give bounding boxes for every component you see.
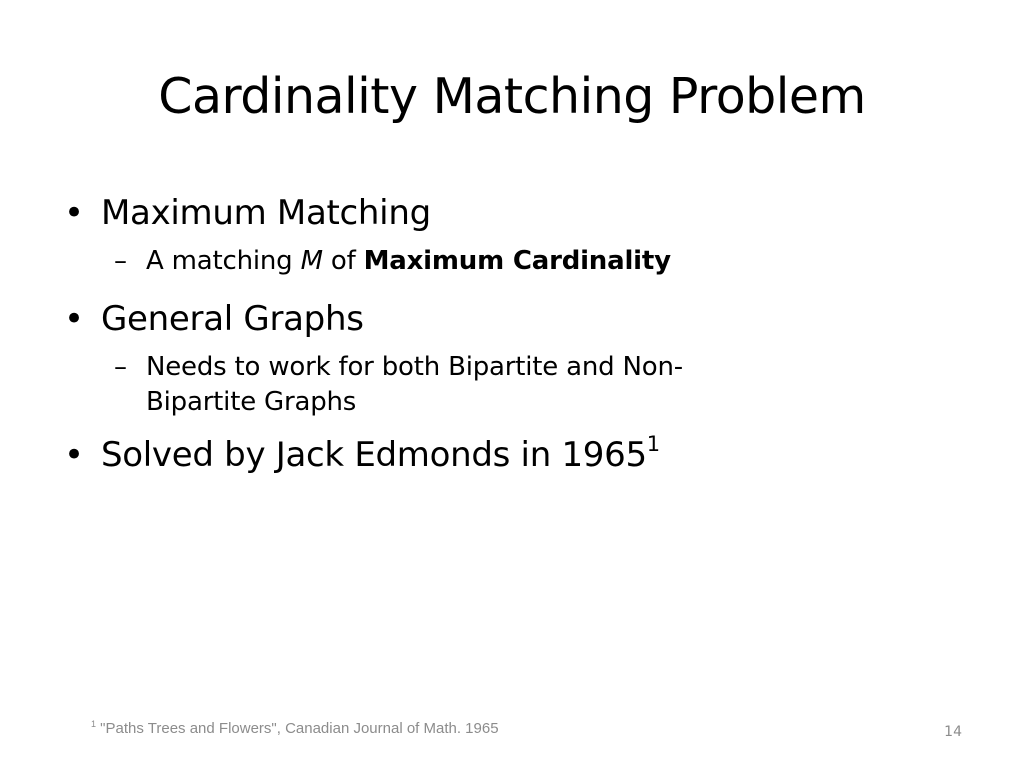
footnote-marker: 1 — [91, 719, 97, 729]
footnote — [91, 720, 499, 737]
dash-icon: – — [114, 246, 127, 276]
sub-bullet-item-bipartite — [64, 344, 964, 420]
bullet-icon: • — [64, 435, 84, 475]
sub-bullet-text — [146, 238, 964, 284]
sub-bullet-italic: M — [300, 246, 323, 276]
dash-icon: – — [114, 352, 127, 382]
bullet-item-general-graphs — [64, 294, 964, 344]
sub-bullet-line-2: Bipartite Graphs — [146, 387, 357, 417]
bullet-item-edmonds — [64, 430, 964, 480]
bullet-icon: • — [64, 193, 84, 233]
sub-bullet-prefix: A matching — [146, 246, 301, 276]
sub-bullet-bold: Maximum Cardinality — [363, 246, 671, 276]
footnote-reference: 1 — [646, 432, 660, 456]
slide-title: Cardinality Matching Problem — [158, 68, 866, 125]
bullet-text: Solved by Jack Edmonds in 1965 — [101, 435, 647, 475]
page-number: 14 — [944, 724, 962, 740]
bullet-text: Maximum Matching — [101, 193, 431, 233]
sub-bullet-middle: of — [322, 246, 364, 276]
bullet-text: General Graphs — [101, 299, 364, 339]
bullet-item-maximum-matching — [64, 188, 964, 238]
sub-bullet-line-1: Needs to work for both Bipartite and Non- — [146, 352, 683, 382]
bullet-icon: • — [64, 299, 84, 339]
footnote-text: "Paths Trees and Flowers", Canadian Journal of Math. 1965 — [96, 720, 499, 737]
slide-body — [64, 188, 964, 480]
sub-bullet-item-matching-definition — [64, 238, 964, 284]
